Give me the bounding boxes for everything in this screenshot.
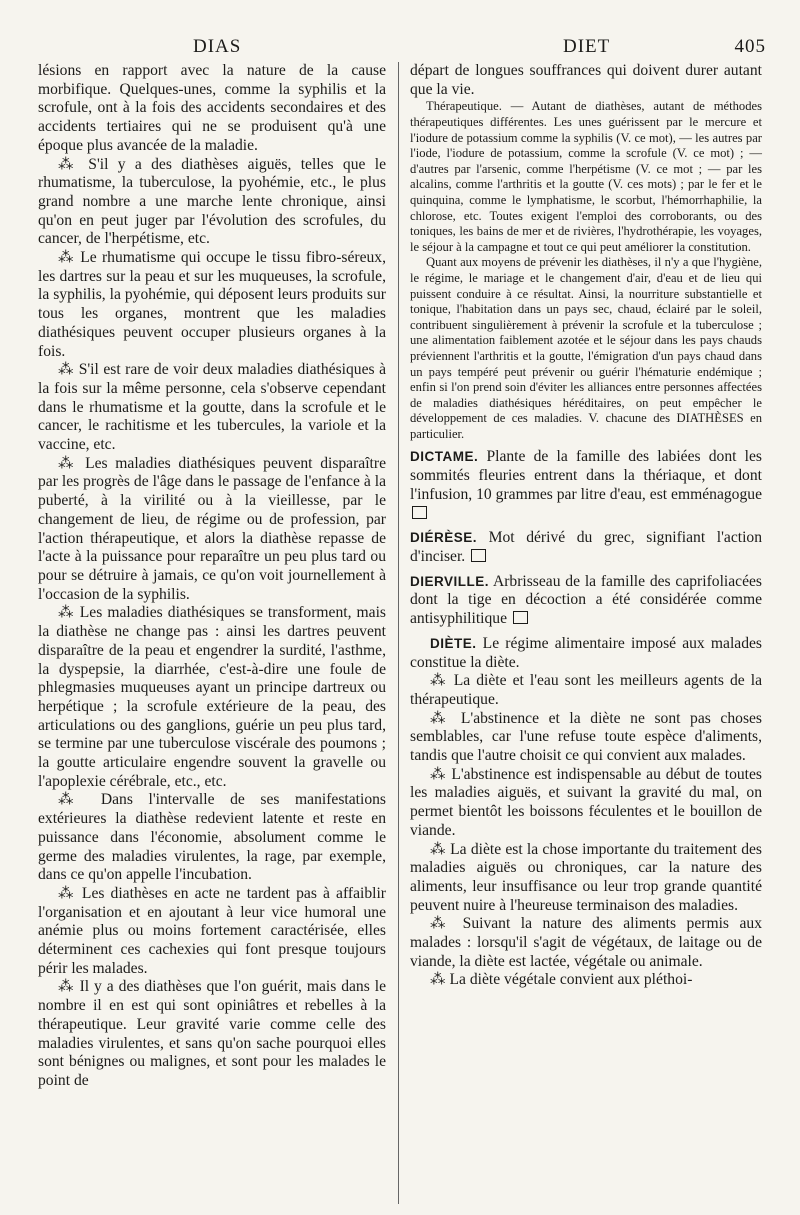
paragraph: ⁂ Les maladies diathésiques se transforment, mais la diathèse ne change pas : ainsi les dartres peuvent disparaître de la peau et engendrer la surdité, l'asthme, la dyspepsie, la diarrhée, c'est-à-dire une foule de phlegmasies muqueuses ayant un principe dartreux ou herpétique ; la scrofule extérieure de la peau, des articulations ou des ganglions, guérie un peu plus tard, se termine par une tuberculose viscérale des poumons ; la goutte articulaire engendre souvent la gravelle ou l'apoplexie cérébrale, etc., etc. xyxy=(38,604,386,790)
header-left-word: DIAS xyxy=(193,36,242,57)
paragraph: ⁂ Les diathèses en acte ne tardent pas à affaiblir l'organisation et en ajoutant à leur vice humoral une anémie plus ou moins fortement caractérisée, elles déterminent ces cachexies qui font presque toujours périr les malades. xyxy=(38,884,386,977)
entry-text: Arbrisseau de la famille des caprifoliacées dont la tige en décoction a été considérée comme antisyphilitique xyxy=(410,572,762,628)
therapeutics-section xyxy=(410,99,762,442)
right-column xyxy=(410,62,762,990)
paragraph: Quant aux moyens de prévenir les diathèses, il n'y a que l'hygiène, le régime, le mariage et le changement d'air, d'eau et de lieu qui puissent conduire à ce résultat. Ainsi, la nourriture substantielle et tonique, l'habitation dans un pays sec, chaud, éclairé par le soleil, contribuent singulièrement à prévenir la scrofule et la tuberculose ; une alimentation faiblement azotée et le séjour dans les pays chauds préviennent l'arthritis et la goutte, l'émigration d'un pays chaud dans un pays tempéré peut prévenir ou guérir l'hématurie endémique ; enfin si l'on prend soin d'éviter les alliances entre personnes affectées de maladies diathésiques héréditaires, on peut empêcher le développement de ces maladies. V. chacune des DIATHÈSES en particulier. xyxy=(410,255,762,441)
square-symbol-icon xyxy=(513,611,528,624)
entry-headword: DICTAME. xyxy=(410,449,479,465)
paragraph: ⁂ La diète végétale convient aux pléthoi- xyxy=(430,971,693,989)
paragraph: lésions en rapport avec la nature de la cause morbifique. Quelques-unes, comme la syphilis et la scrofule, ont à la fois des accidents secondaires et des accidents tertiaires qui ne se produisent qu'à une époque plus avancée de la maladie. xyxy=(38,62,386,154)
paragraph: ⁂ Les maladies diathésiques peuvent disparaître par les progrès de l'âge dans le passage de l'enfance à la puberté, à la virilité ou à la vieillesse, par le changement de lieu, de régime ou de profession, par l'action thérapeutique, et alors la diathèse repasse de l'acte à la puissance pour reparaître un peu plus tard ou pour se détruire à jamais, ce qu'on voit journellement à l'occasion de la syphilis. xyxy=(38,454,386,603)
square-symbol-icon xyxy=(412,506,427,519)
paragraph: ⁂ Le rhumatisme qui occupe le tissu fibro-séreux, les dartres sur la peau et sur les muqueuses, la scrofule, la syphilis, la pyohémie, qui déposent leurs produits sur tous les organes, montrent que les maladies diathésiques peuvent occuper plusieurs organes à la fois. xyxy=(38,249,386,360)
paragraph: ⁂ Il y a des diathèses que l'on guérit, mais dans le nombre il en est qui sont opiniâtres et rebelles à la thérapeutique. Leur gravité varie comme celle des maladies virulentes, et sans qu'on sache pourquoi elles sont bénignes ou malignes, et sont pour les malades le point de xyxy=(38,978,386,1089)
page-number: 405 xyxy=(734,36,766,57)
paragraph: ⁂ Suivant la nature des aliments permis aux malades : lorsqu'il s'agit de végétaux, de laitage ou de viande, la diète est lactée, végétale ou animale. xyxy=(410,915,762,970)
paragraph: ⁂ S'il est rare de voir deux maladies diathésiques à la fois sur la même personne, cela s'observe cependant dans le rhumatisme et la goutte, dans la scrofule et le cancer, le rachitisme et les tubercules, la variole et la vaccine, etc. xyxy=(38,361,386,454)
dictionary-entry xyxy=(410,573,762,629)
paragraph: ⁂ Dans l'intervalle de ses manifestations extérieures la diathèse redevient latente et reste en puissance dans l'économie, absolument comme le germe des maladies virulentes, la rage, par exemple, dans ce qu'on appelle l'incubation. xyxy=(38,791,386,884)
running-header xyxy=(38,36,766,60)
entry-text: Plante de la famille des labiées dont les sommités fleuries entrent dans la thériaque, et dont l'infusion, 10 grammes par litre d'eau, est emménagogue xyxy=(410,448,762,503)
paragraph: ⁂ La diète et l'eau sont les meilleurs agents de la thérapeutique. xyxy=(410,672,762,708)
dictionary-entry xyxy=(410,635,762,672)
entry-headword: DIÉRÈSE. xyxy=(410,530,478,546)
paragraph: départ de longues souffrances qui doivent durer autant que la vie. xyxy=(410,62,762,98)
column-divider xyxy=(398,62,399,1204)
paragraph: ⁂ La diète est la chose importante du traitement des maladies aiguës ou chroniques, car la nature des aliments, leur insuffisance ou leur trop grande quantité peuvent nuire à l'heureuse terminaison des maladies. xyxy=(410,840,762,914)
paragraph: ⁂ S'il y a des diathèses aiguës, telles que le rhumatisme, la tuberculose, la pyohémie, etc., le plus grand nombre a une marche lente chronique, ainsi qu'on en peut juger par l'évolution des scrofules, du cancer, de l'herpétisme, etc. xyxy=(38,155,386,248)
header-middle-word: DIET xyxy=(563,36,611,57)
entry-text: Mot dérivé du grec, signifiant l'action d'inciser. xyxy=(410,529,762,565)
paragraph: ⁂ L'abstinence et la diète ne sont pas choses semblables, car l'une refuse toute espèce d'aliments, tandis que l'autre choisit ce qui convient aux malades. xyxy=(410,709,762,765)
paragraph: Thérapeutique. — Autant de diathèses, autant de méthodes thérapeutiques différentes. Les unes guérissent par le mercure et l'iodure de potassium comme la syphilis (V. ce mot), — les autres par l'iode, l'iodure de potassium, comme la scrofule (V. ce mot) ; — d'autres par l'arsenic, comme l'herpétisme (V. ce mot ; — par les alcalins, comme l'arthritis et la goutte (V. ces mots) ; par le fer et le quinquina, comme le lymphatisme, le scorbut, l'hémorrhaphilie, la chlorose, etc. Toutes exigent l'emploi des corroborants, ou des toniques, les bains de mer et de rivières, l'hydrothérapie, les voyages, le séjour à la campagne et tout ce qui peut améliorer la constitution. xyxy=(410,99,762,254)
entry-text: Le régime alimentaire imposé aux malades constitue la diète. xyxy=(410,634,762,671)
paragraph: ⁂ L'abstinence est indispensable au début de toutes les maladies aiguës, et suivant la gravité du mal, on permet bientôt les boissons féculentes et le bouillon de viande. xyxy=(410,765,762,839)
dictionary-entry xyxy=(410,448,762,523)
entry-headword: DIÈTE. xyxy=(430,635,477,651)
square-symbol-icon xyxy=(471,549,486,562)
dictionary-entry xyxy=(410,529,762,566)
left-column xyxy=(38,62,386,1091)
entry-headword: DIERVILLE. xyxy=(410,573,490,589)
